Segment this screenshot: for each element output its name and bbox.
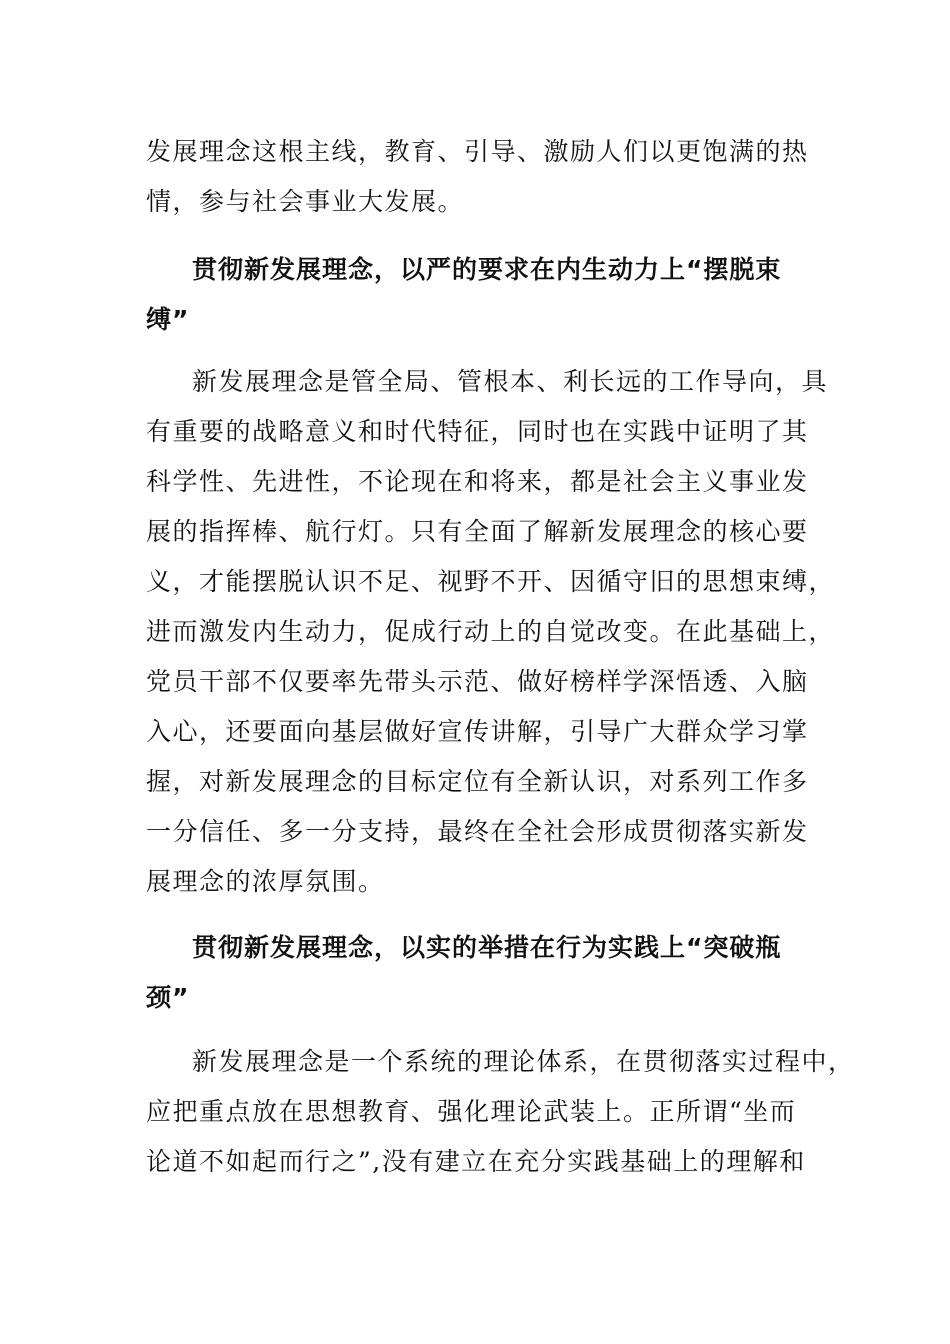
paragraph-line: 论道不如起而行之”,没有建立在充分实践基础上的理解和 [146,1147,806,1176]
section-heading: 缚” [146,305,190,334]
paragraph-line: 握，对新发展理念的目标定位有全新认识，对系列工作多 [146,767,809,796]
paragraph-line: 入心，还要面向基层做好宣传讲解，引导广大群众学习掌 [146,717,809,746]
paragraph-line: 新发展理念是管全局、管根本、利长远的工作导向，具 [192,367,829,396]
paragraph-line: 应把重点放在思想教育、强化理论武装上。正所谓“坐而 [146,1097,797,1126]
paragraph-line: 进而激发内生动力，促成行动上的自觉改变。在此基础上， [146,617,836,646]
section-heading: 贯彻新发展理念，以实的举措在行为实践上“突破瓶 [192,933,782,962]
paragraph-line: 义，才能摆脱认识不足、视野不开、因循守旧的思想束缚， [146,567,836,596]
paragraph-line: 展的指挥棒、航行灯。只有全面了解新发展理念的核心要 [146,517,809,546]
paragraph-line: 党员干部不仅要率先带头示范、做好榜样学深悟透、入脑 [146,667,809,696]
section-heading: 颈” [146,983,190,1012]
paragraph-line: 新发展理念是一个系统的理论体系，在贯彻落实过程中， [192,1047,855,1076]
paragraph-line: 一分信任、多一分支持，最终在全社会形成贯彻落实新发 [146,817,809,846]
paragraph-line: 有重要的战略意义和时代特征，同时也在实践中证明了其 [146,417,809,446]
section-heading: 贯彻新发展理念，以严的要求在内生动力上“摆脱束 [192,255,782,284]
paragraph-line: 展理念的浓厚氛围。 [146,867,385,896]
paragraph-line: 发展理念这根主线，教育、引导、激励人们以更饱满的热 [146,137,809,166]
paragraph-line: 情，参与社会事业大发展。 [146,187,465,216]
paragraph-line: 科学性、先进性，不论现在和将来，都是社会主义事业发 [146,467,809,496]
